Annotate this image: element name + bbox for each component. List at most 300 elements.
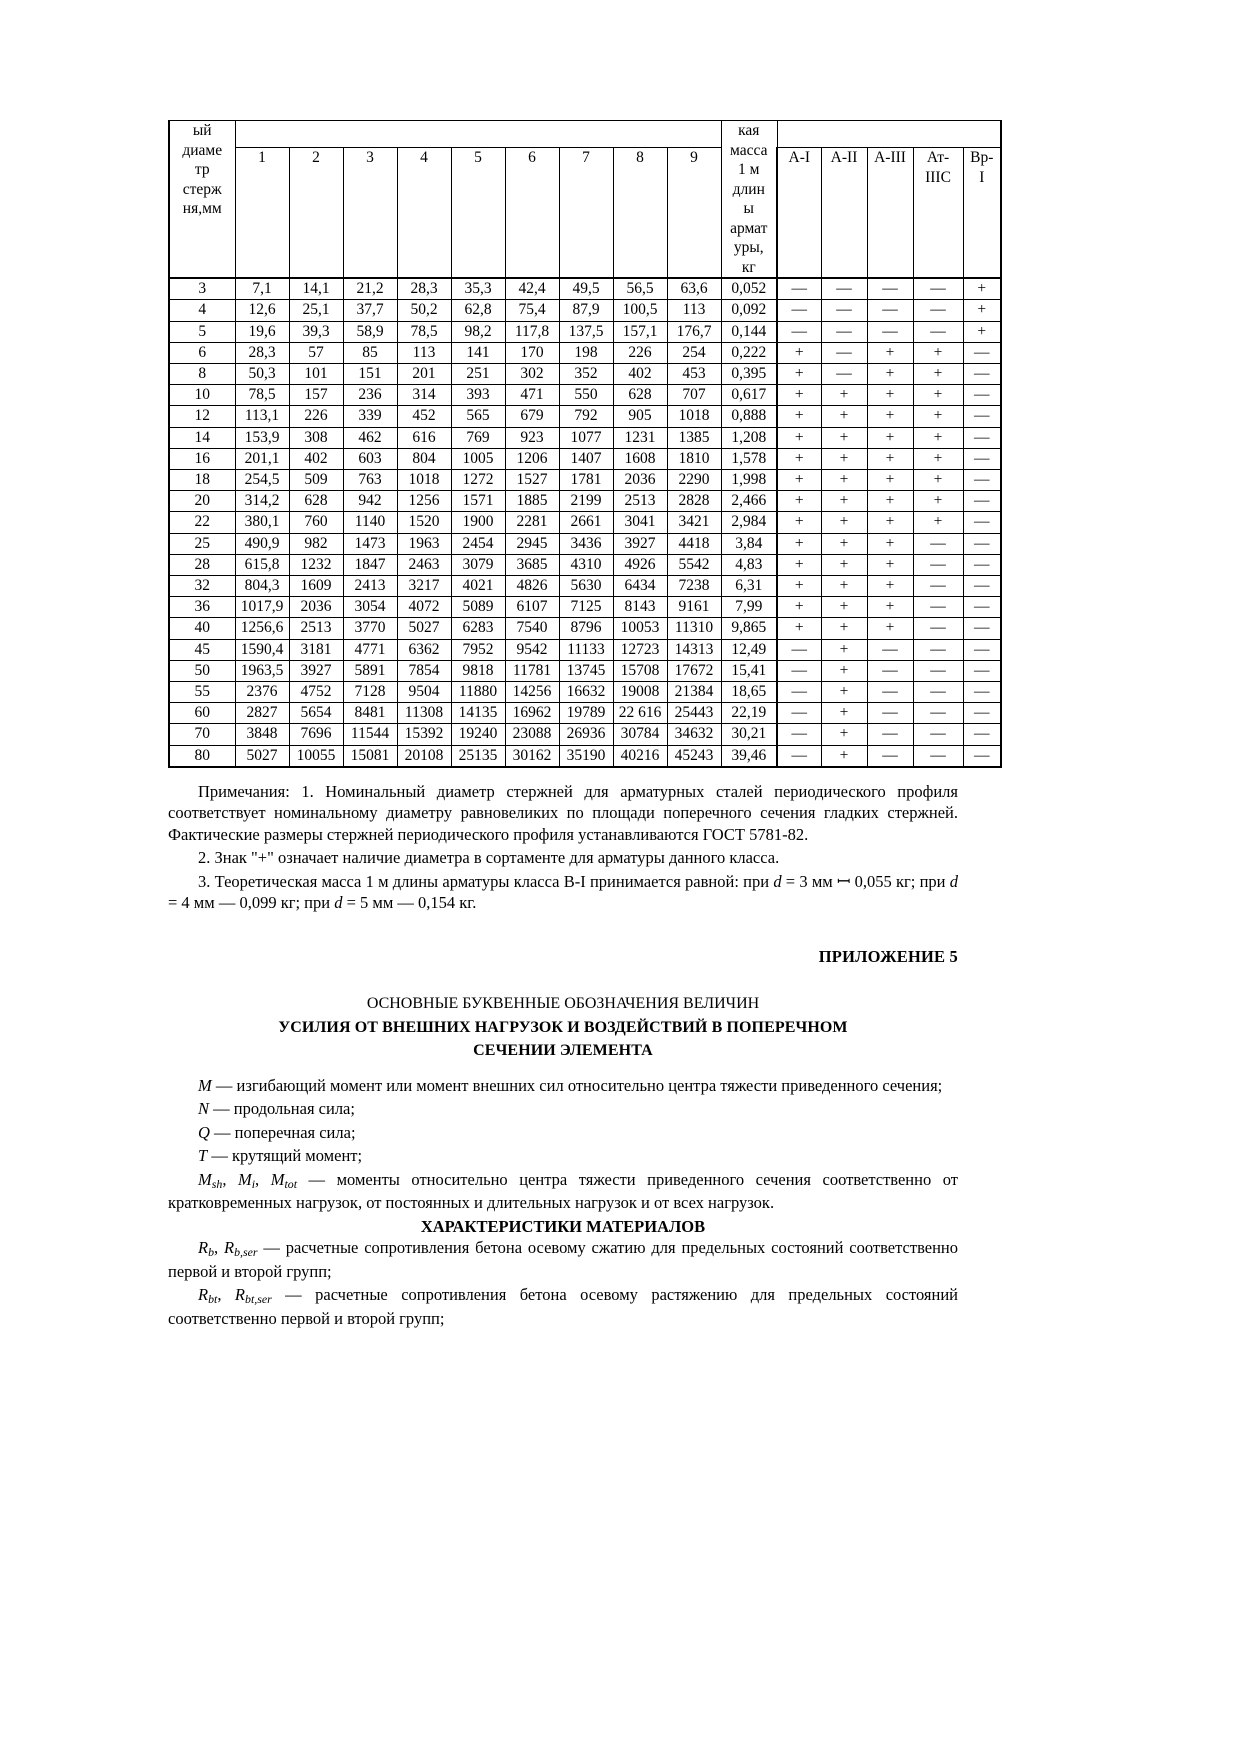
- cell-availability-vr1: —: [963, 427, 1001, 448]
- definition-torque-t: [168, 1145, 958, 1166]
- cell-diameter: 28: [169, 554, 235, 575]
- cell-area-9-bars: 453: [667, 363, 721, 384]
- cell-diameter: 5: [169, 321, 235, 342]
- cell-mass-per-meter: 0,617: [721, 385, 777, 406]
- cell-area-9-bars: 34632: [667, 724, 721, 745]
- cell-area-9-bars: 2290: [667, 469, 721, 490]
- cell-area-7-bars: 13745: [559, 660, 613, 681]
- note-3-mid-1: = 3 мм ꟷ 0,055 кг; при: [781, 871, 950, 891]
- cell-area-2-bars: 308: [289, 427, 343, 448]
- cell-area-1-bars: 1963,5: [235, 660, 289, 681]
- appendix-title-line-2: УСИЛИЯ ОТ ВНЕШНИХ НАГРУЗОК И ВОЗДЕЙСТВИЙ В ПОПЕРЕЧНОМ: [278, 1018, 848, 1036]
- cell-area-4-bars: 2463: [397, 554, 451, 575]
- cell-area-7-bars: 26936: [559, 724, 613, 745]
- cell-area-7-bars: 35190: [559, 745, 613, 767]
- class-at3c-line-1: Ат-: [926, 149, 950, 166]
- cell-area-4-bars: 7854: [397, 660, 451, 681]
- cell-area-8-bars: 3927: [613, 533, 667, 554]
- cell-area-1-bars: 2376: [235, 681, 289, 702]
- cell-availability-at3c: —: [913, 554, 963, 575]
- cell-area-8-bars: 30784: [613, 724, 667, 745]
- cell-availability-at3c: +: [913, 512, 963, 533]
- cell-area-5-bars: 1900: [451, 512, 505, 533]
- cell-availability-a1: +: [777, 512, 821, 533]
- cell-availability-at3c: +: [913, 427, 963, 448]
- cell-area-9-bars: 17672: [667, 660, 721, 681]
- cell-area-1-bars: 153,9: [235, 427, 289, 448]
- cell-mass-per-meter: 9,865: [721, 618, 777, 639]
- cell-availability-a2: +: [821, 533, 867, 554]
- cell-area-2-bars: 226: [289, 406, 343, 427]
- cell-availability-a3: —: [867, 681, 913, 702]
- cell-area-4-bars: 11308: [397, 703, 451, 724]
- cell-availability-at3c: +: [913, 448, 963, 469]
- cell-area-8-bars: 1608: [613, 448, 667, 469]
- cell-area-3-bars: 7128: [343, 681, 397, 702]
- cell-diameter: 20: [169, 491, 235, 512]
- table-row: [169, 703, 1001, 724]
- cell-area-2-bars: 157: [289, 385, 343, 406]
- cell-diameter: 50: [169, 660, 235, 681]
- cell-availability-a1: +: [777, 618, 821, 639]
- cell-area-7-bars: 137,5: [559, 321, 613, 342]
- cell-availability-vr1: —: [963, 363, 1001, 384]
- cell-area-8-bars: 10053: [613, 618, 667, 639]
- cell-diameter: 16: [169, 448, 235, 469]
- cell-availability-a3: +: [867, 406, 913, 427]
- cell-area-7-bars: 11133: [559, 639, 613, 660]
- definition-force-q: [168, 1122, 958, 1143]
- header-col-number-5: 5: [451, 148, 505, 279]
- header-class-group-span: [777, 121, 1001, 148]
- cell-availability-at3c: +: [913, 406, 963, 427]
- table-row: [169, 639, 1001, 660]
- cell-availability-a3: —: [867, 278, 913, 300]
- cell-availability-a1: +: [777, 427, 821, 448]
- symbol-q: Q: [198, 1122, 210, 1142]
- cell-availability-a3: +: [867, 427, 913, 448]
- cell-area-9-bars: 11310: [667, 618, 721, 639]
- cell-area-5-bars: 141: [451, 342, 505, 363]
- cell-area-7-bars: 4310: [559, 554, 613, 575]
- cell-diameter: 40: [169, 618, 235, 639]
- materials-separator-1: ,: [214, 1238, 225, 1258]
- definition-t-text: — крутящий момент;: [207, 1146, 363, 1166]
- note-3-d-symbol-1: d: [773, 871, 782, 891]
- cell-area-7-bars: 2199: [559, 491, 613, 512]
- cell-availability-at3c: +: [913, 342, 963, 363]
- cell-area-7-bars: 352: [559, 363, 613, 384]
- cell-availability-vr1: —: [963, 681, 1001, 702]
- cell-area-9-bars: 176,7: [667, 321, 721, 342]
- cell-availability-vr1: —: [963, 469, 1001, 490]
- cell-area-2-bars: 5654: [289, 703, 343, 724]
- cell-availability-vr1: —: [963, 554, 1001, 575]
- cell-area-5-bars: 9818: [451, 660, 505, 681]
- cell-area-4-bars: 1963: [397, 533, 451, 554]
- cell-mass-per-meter: 22,19: [721, 703, 777, 724]
- cell-area-8-bars: 15708: [613, 660, 667, 681]
- cell-availability-a3: +: [867, 469, 913, 490]
- cell-area-8-bars: 628: [613, 385, 667, 406]
- table-row: [169, 512, 1001, 533]
- header-stub-diameter: [169, 121, 235, 279]
- header-col-number-7: 7: [559, 148, 613, 279]
- cell-availability-vr1: —: [963, 597, 1001, 618]
- cell-mass-per-meter: 2,466: [721, 491, 777, 512]
- stub-line-4: стерж: [182, 180, 222, 198]
- cell-area-4-bars: 50,2: [397, 300, 451, 321]
- cell-availability-at3c: —: [913, 533, 963, 554]
- cell-area-4-bars: 201: [397, 363, 451, 384]
- cell-area-6-bars: 1527: [505, 469, 559, 490]
- cell-availability-a1: —: [777, 639, 821, 660]
- cell-area-8-bars: 2036: [613, 469, 667, 490]
- cell-area-6-bars: 42,4: [505, 278, 559, 300]
- cell-area-2-bars: 1232: [289, 554, 343, 575]
- cell-diameter: 18: [169, 469, 235, 490]
- cell-availability-a2: +: [821, 448, 867, 469]
- table-row: [169, 533, 1001, 554]
- cell-availability-vr1: —: [963, 618, 1001, 639]
- cell-diameter: 8: [169, 363, 235, 384]
- cell-area-2-bars: 57: [289, 342, 343, 363]
- cell-mass-per-meter: 4,83: [721, 554, 777, 575]
- cell-area-5-bars: 565: [451, 406, 505, 427]
- cell-availability-a2: +: [821, 427, 867, 448]
- cell-area-5-bars: 6283: [451, 618, 505, 639]
- materials-separator-2: ,: [217, 1285, 235, 1305]
- cell-area-1-bars: 1590,4: [235, 639, 289, 660]
- cell-availability-a2: +: [821, 703, 867, 724]
- cell-availability-at3c: —: [913, 639, 963, 660]
- cell-area-7-bars: 792: [559, 406, 613, 427]
- cell-availability-a3: —: [867, 745, 913, 767]
- appendix-label: ПРИЛОЖЕНИЕ 5: [818, 947, 958, 967]
- cell-area-5-bars: 7952: [451, 639, 505, 660]
- cell-availability-a3: +: [867, 554, 913, 575]
- cell-area-1-bars: 1017,9: [235, 597, 289, 618]
- note-3-mid-2: = 4 мм — 0,099 кг; при: [168, 892, 335, 912]
- cell-mass-per-meter: 0,144: [721, 321, 777, 342]
- table-row: [169, 363, 1001, 384]
- cell-mass-per-meter: 30,21: [721, 724, 777, 745]
- cell-area-7-bars: 1407: [559, 448, 613, 469]
- cell-area-4-bars: 616: [397, 427, 451, 448]
- cell-diameter: 25: [169, 533, 235, 554]
- cell-availability-a2: +: [821, 660, 867, 681]
- table-row: [169, 597, 1001, 618]
- appendix-title-line-3: СЕЧЕНИИ ЭЛЕМЕНТА: [473, 1041, 653, 1059]
- cell-mass-per-meter: 1,998: [721, 469, 777, 490]
- cell-availability-a2: +: [821, 745, 867, 767]
- symbol-m-sh-subscript: sh: [211, 1176, 223, 1191]
- cell-diameter: 3: [169, 278, 235, 300]
- cell-area-5-bars: 1272: [451, 469, 505, 490]
- cell-area-7-bars: 1077: [559, 427, 613, 448]
- cell-area-5-bars: 1005: [451, 448, 505, 469]
- table-row: [169, 491, 1001, 512]
- cell-availability-a1: +: [777, 533, 821, 554]
- cell-area-4-bars: 6362: [397, 639, 451, 660]
- cell-area-9-bars: 5542: [667, 554, 721, 575]
- cell-diameter: 36: [169, 597, 235, 618]
- stub-line-5: ня,мм: [182, 200, 222, 218]
- header-class-at3c: [913, 148, 963, 279]
- cell-availability-at3c: —: [913, 618, 963, 639]
- class-vr1-line-1: Вр-: [970, 149, 994, 166]
- cell-area-1-bars: 490,9: [235, 533, 289, 554]
- symbol-rb-subscript: b: [208, 1245, 215, 1260]
- cell-availability-a2: —: [821, 363, 867, 384]
- cell-diameter: 10: [169, 385, 235, 406]
- cell-area-8-bars: 12723: [613, 639, 667, 660]
- class-a3-line-1: А-III: [874, 149, 906, 166]
- header-class-a1: [777, 148, 821, 279]
- definition-moment-m: [168, 1075, 958, 1096]
- cell-area-4-bars: 314: [397, 385, 451, 406]
- cell-area-9-bars: 1810: [667, 448, 721, 469]
- cell-availability-a2: +: [821, 385, 867, 406]
- cell-area-3-bars: 8481: [343, 703, 397, 724]
- cell-area-3-bars: 37,7: [343, 300, 397, 321]
- cell-diameter: 6: [169, 342, 235, 363]
- cell-diameter: 32: [169, 575, 235, 596]
- cell-area-2-bars: 14,1: [289, 278, 343, 300]
- cell-area-8-bars: 56,5: [613, 278, 667, 300]
- cell-availability-vr1: +: [963, 321, 1001, 342]
- cell-area-2-bars: 10055: [289, 745, 343, 767]
- symbol-m: M: [198, 1075, 212, 1095]
- cell-area-3-bars: 1847: [343, 554, 397, 575]
- cell-area-7-bars: 19789: [559, 703, 613, 724]
- cell-area-4-bars: 28,3: [397, 278, 451, 300]
- cell-availability-at3c: +: [913, 363, 963, 384]
- cell-area-4-bars: 5027: [397, 618, 451, 639]
- cell-availability-vr1: +: [963, 300, 1001, 321]
- cell-mass-per-meter: 3,84: [721, 533, 777, 554]
- cell-area-7-bars: 3436: [559, 533, 613, 554]
- table-row: [169, 321, 1001, 342]
- symbol-m-i-subscript: i: [251, 1176, 256, 1191]
- cell-area-7-bars: 49,5: [559, 278, 613, 300]
- cell-availability-a1: +: [777, 597, 821, 618]
- cell-area-1-bars: 78,5: [235, 385, 289, 406]
- cell-area-5-bars: 98,2: [451, 321, 505, 342]
- mass-line-1: кая: [738, 122, 760, 139]
- cell-area-9-bars: 45243: [667, 745, 721, 767]
- cell-availability-a3: —: [867, 660, 913, 681]
- cell-area-7-bars: 7125: [559, 597, 613, 618]
- cell-availability-a1: +: [777, 385, 821, 406]
- cell-area-5-bars: 2454: [451, 533, 505, 554]
- cell-area-9-bars: 3421: [667, 512, 721, 533]
- cell-area-9-bars: 21384: [667, 681, 721, 702]
- cell-availability-a2: +: [821, 618, 867, 639]
- table-row: [169, 554, 1001, 575]
- cell-area-6-bars: 23088: [505, 724, 559, 745]
- symbol-rbt-ser: R: [234, 1285, 246, 1305]
- cell-area-8-bars: 40216: [613, 745, 667, 767]
- cell-area-9-bars: 14313: [667, 639, 721, 660]
- cell-area-5-bars: 769: [451, 427, 505, 448]
- cell-area-4-bars: 1256: [397, 491, 451, 512]
- cell-availability-a2: +: [821, 512, 867, 533]
- cell-diameter: 60: [169, 703, 235, 724]
- table-row: [169, 469, 1001, 490]
- cell-area-4-bars: 1018: [397, 469, 451, 490]
- class-a1-line-1: А-I: [788, 149, 811, 166]
- cell-area-3-bars: 4771: [343, 639, 397, 660]
- cell-area-8-bars: 1231: [613, 427, 667, 448]
- cell-area-9-bars: 2828: [667, 491, 721, 512]
- cell-diameter: 4: [169, 300, 235, 321]
- symbol-t: T: [198, 1146, 208, 1166]
- cell-diameter: 45: [169, 639, 235, 660]
- rebar-sortament-table: [168, 120, 1002, 768]
- cell-area-8-bars: 8143: [613, 597, 667, 618]
- cell-area-2-bars: 39,3: [289, 321, 343, 342]
- cell-area-9-bars: 254: [667, 342, 721, 363]
- cell-area-6-bars: 4826: [505, 575, 559, 596]
- cell-availability-a2: +: [821, 724, 867, 745]
- definition-rb-text: — расчетные сопротивления бетона осевому сжатию для предельных состояний соответственно первой и второй групп;: [168, 1238, 959, 1281]
- cell-availability-a1: +: [777, 342, 821, 363]
- cell-area-3-bars: 2413: [343, 575, 397, 596]
- class-at3c-line-2: IIIC: [925, 169, 951, 187]
- cell-diameter: 14: [169, 427, 235, 448]
- cell-availability-a2: —: [821, 321, 867, 342]
- symbol-separator-2: ,: [255, 1169, 271, 1189]
- cell-area-5-bars: 11880: [451, 681, 505, 702]
- symbol-m-i: M: [237, 1169, 252, 1189]
- table-row: [169, 406, 1001, 427]
- cell-availability-a3: +: [867, 618, 913, 639]
- cell-area-8-bars: 19008: [613, 681, 667, 702]
- cell-area-7-bars: 8796: [559, 618, 613, 639]
- cell-area-6-bars: 1885: [505, 491, 559, 512]
- cell-area-4-bars: 4072: [397, 597, 451, 618]
- cell-mass-per-meter: 6,31: [721, 575, 777, 596]
- class-a2-line-1: А-II: [830, 149, 858, 166]
- cell-mass-per-meter: 0,222: [721, 342, 777, 363]
- table-row: [169, 745, 1001, 767]
- cell-area-9-bars: 113: [667, 300, 721, 321]
- cell-area-4-bars: 78,5: [397, 321, 451, 342]
- cell-availability-a3: —: [867, 321, 913, 342]
- cell-availability-vr1: —: [963, 533, 1001, 554]
- cell-area-3-bars: 763: [343, 469, 397, 490]
- cell-area-2-bars: 402: [289, 448, 343, 469]
- definition-rb: [168, 1237, 958, 1282]
- table-header-span-row: [169, 121, 1001, 148]
- cell-availability-a3: +: [867, 575, 913, 596]
- cell-area-6-bars: 6107: [505, 597, 559, 618]
- cell-area-6-bars: 117,8: [505, 321, 559, 342]
- cell-area-3-bars: 5891: [343, 660, 397, 681]
- cell-availability-at3c: +: [913, 491, 963, 512]
- cell-area-5-bars: 1571: [451, 491, 505, 512]
- cell-area-3-bars: 236: [343, 385, 397, 406]
- header-col-number-3: 3: [343, 148, 397, 279]
- cell-area-1-bars: 1256,6: [235, 618, 289, 639]
- cell-area-6-bars: 679: [505, 406, 559, 427]
- materials-heading: ХАРАКТЕРИСТИКИ МАТЕРИАЛОВ: [420, 1217, 706, 1237]
- symbol-rbt-ser-subscript: bt,ser: [245, 1292, 272, 1307]
- definition-rbt: [168, 1284, 958, 1329]
- symbol-rbt-subscript: bt: [208, 1292, 218, 1307]
- cell-mass-per-meter: 12,49: [721, 639, 777, 660]
- cell-availability-vr1: —: [963, 745, 1001, 767]
- cell-availability-a2: +: [821, 575, 867, 596]
- cell-area-2-bars: 982: [289, 533, 343, 554]
- cell-area-5-bars: 4021: [451, 575, 505, 596]
- stub-line-3: тр: [194, 161, 210, 179]
- cell-area-8-bars: 22 616: [613, 703, 667, 724]
- table-row: [169, 575, 1001, 596]
- mass-line-2: масса: [730, 141, 768, 159]
- cell-area-8-bars: 6434: [613, 575, 667, 596]
- cell-area-5-bars: 62,8: [451, 300, 505, 321]
- cell-mass-per-meter: 0,395: [721, 363, 777, 384]
- cell-availability-a1: +: [777, 448, 821, 469]
- cell-area-1-bars: 50,3: [235, 363, 289, 384]
- cell-area-9-bars: 25443: [667, 703, 721, 724]
- cell-area-7-bars: 198: [559, 342, 613, 363]
- header-mass-per-meter: [721, 121, 777, 279]
- note-3-d-symbol-2: d: [949, 871, 958, 891]
- cell-availability-at3c: —: [913, 278, 963, 300]
- note-1: Примечания: 1. Номинальный диаметр стержней для арматурных сталей периодического профиля соответствует номинальному диаметру равновеликих по площади поперечного сечения гладких стержней. Фактические размеры стержней периодического профиля устанавливаются ГОСТ 5781-82.: [168, 781, 958, 844]
- cell-availability-vr1: —: [963, 703, 1001, 724]
- cell-availability-vr1: —: [963, 491, 1001, 512]
- cell-area-1-bars: 804,3: [235, 575, 289, 596]
- cell-availability-a2: +: [821, 681, 867, 702]
- table-row: [169, 448, 1001, 469]
- cell-availability-at3c: —: [913, 724, 963, 745]
- cell-availability-a2: +: [821, 491, 867, 512]
- cell-availability-vr1: +: [963, 278, 1001, 300]
- cell-area-4-bars: 3217: [397, 575, 451, 596]
- cell-availability-vr1: —: [963, 385, 1001, 406]
- definition-force-n: [168, 1098, 958, 1119]
- cell-availability-vr1: —: [963, 342, 1001, 363]
- definition-q-text: — поперечная сила;: [209, 1122, 356, 1142]
- cell-area-6-bars: 9542: [505, 639, 559, 660]
- table-row: [169, 724, 1001, 745]
- header-col-number-4: 4: [397, 148, 451, 279]
- cell-area-8-bars: 157,1: [613, 321, 667, 342]
- cell-area-3-bars: 21,2: [343, 278, 397, 300]
- page-content: [168, 120, 994, 1329]
- table-row: [169, 681, 1001, 702]
- cell-area-2-bars: 760: [289, 512, 343, 533]
- symbol-n: N: [198, 1099, 210, 1119]
- cell-availability-a2: +: [821, 406, 867, 427]
- cell-area-2-bars: 628: [289, 491, 343, 512]
- header-class-a3: [867, 148, 913, 279]
- symbol-m-tot-subscript: tot: [284, 1176, 298, 1191]
- cell-area-7-bars: 16632: [559, 681, 613, 702]
- cell-area-6-bars: 75,4: [505, 300, 559, 321]
- cell-area-3-bars: 11544: [343, 724, 397, 745]
- cell-availability-a1: —: [777, 703, 821, 724]
- table-row: [169, 278, 1001, 300]
- header-col-number-8: 8: [613, 148, 667, 279]
- cell-area-4-bars: 113: [397, 342, 451, 363]
- cell-area-4-bars: 804: [397, 448, 451, 469]
- cell-availability-at3c: —: [913, 703, 963, 724]
